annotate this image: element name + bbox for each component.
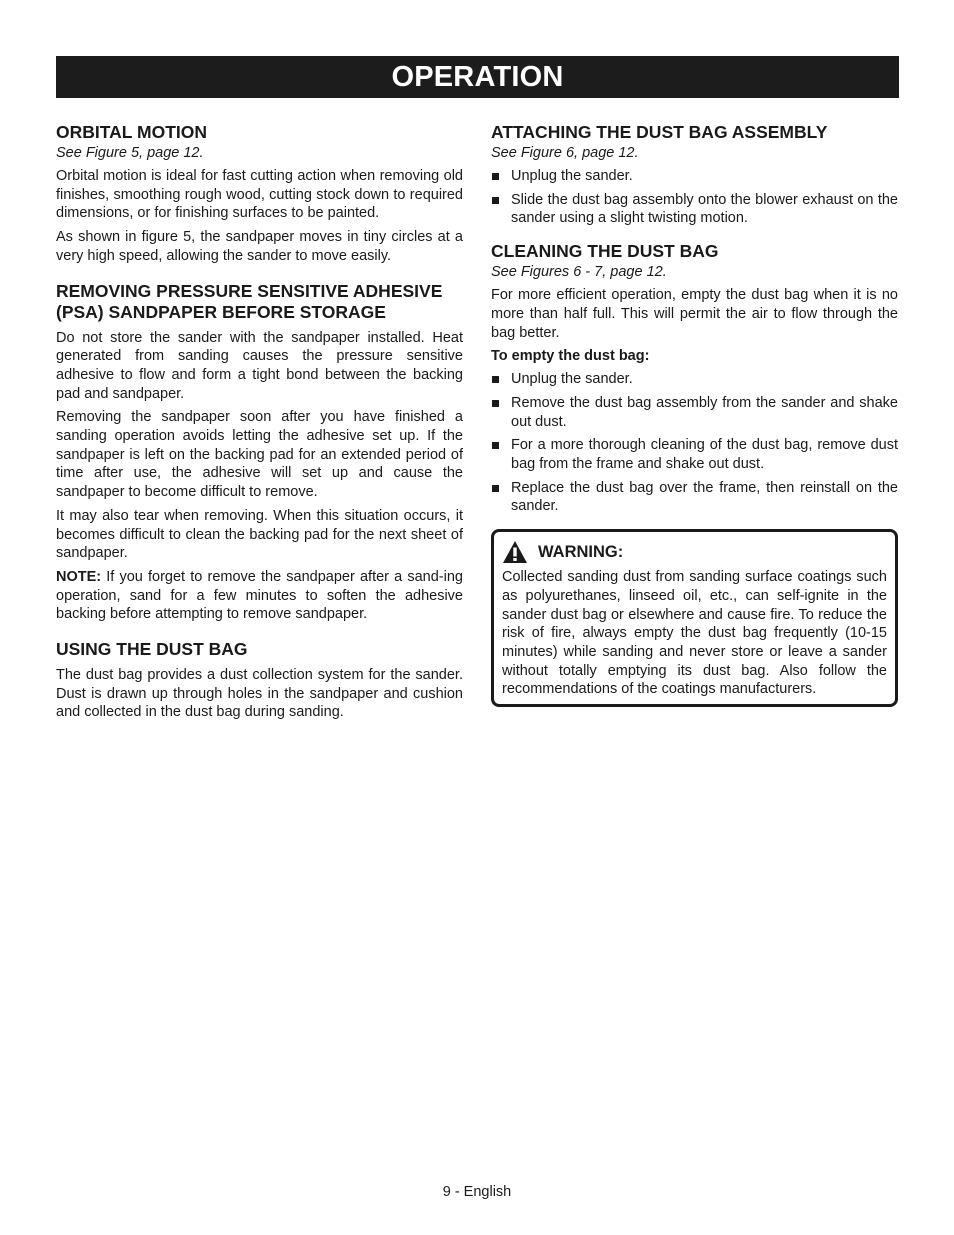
cleaning-figure-ref: See Figures 6 - 7, page 12. [491, 264, 667, 281]
cleaning-subheading: To empty the dust bag: [491, 348, 650, 365]
using-dust-bag-paragraph: The dust bag provides a dust collection system for the sander. Dust is drawn up through holes in the sandpaper and cushion and collected in the dust bag during sanding. [56, 667, 463, 721]
using-dust-bag-section [56, 639, 463, 722]
cleaning-heading: CLEANING THE DUST BAG [491, 241, 719, 262]
square-bullet-icon [492, 376, 499, 383]
warning-title: WARNING: [538, 542, 624, 561]
square-bullet-icon [492, 442, 499, 449]
square-bullet-icon [492, 485, 499, 492]
psa-heading: REMOVING PRESSURE SENSITIVE ADHESIVE (PSA) SANDPAPER BEFORE STORAGE [56, 280, 443, 322]
list-item: Replace the dust bag over the frame, then reinstall on the sander. [491, 479, 898, 516]
square-bullet-icon [492, 197, 499, 204]
left-column [56, 122, 463, 737]
attaching-heading: ATTACHING THE DUST BAG ASSEMBLY [491, 122, 828, 142]
using-dust-bag-heading: USING THE DUST BAG [56, 639, 248, 660]
page-title: OPERATION [391, 61, 564, 93]
attaching-section [491, 122, 898, 228]
psa-paragraph-3: It may also tear when removing. When this situation occurs, it becomes difficult to clean the backing pad for the next sheet of sandpaper. [56, 507, 463, 562]
orbital-motion-heading: ORBITAL MOTION [56, 122, 208, 142]
list-item: For a more thorough cleaning of the dust bag, remove dust bag from the frame and shake out dust. [491, 436, 898, 473]
square-bullet-icon [492, 400, 499, 407]
list-item: Slide the dust bag assembly onto the blower exhaust on the sander using a slight twisting motion. [491, 191, 898, 228]
orbital-motion-paragraph-1: Orbital motion is ideal for fast cutting action when removing old finishes, smoothing rough wood, cutting stock down to required dimensions, or for finishing surfaces to be painted. [56, 168, 463, 222]
warning-box [491, 529, 898, 707]
note-label: NOTE: [56, 568, 102, 585]
note-text: If you forget to remove the sandpaper after a sand-ing operation, sand for a few minutes to soften the adhesive backing before attempting to remove sandpaper. [56, 568, 463, 623]
list-item: Unplug the sander. [491, 370, 898, 389]
psa-section [56, 281, 463, 625]
page-title-banner [56, 56, 899, 98]
cleaning-section [491, 241, 898, 516]
right-column [491, 122, 898, 707]
list-item: Unplug the sander. [491, 167, 898, 186]
square-bullet-icon [492, 173, 499, 180]
psa-paragraph-2: Removing the sandpaper soon after you have finished a sanding operation avoids letting the adhesive set up. If the sandpaper is left on the backing pad for an extended period of time after use, the adhesive will set up and cause the sandpaper to become difficult to remove. [56, 409, 463, 501]
list-item: Remove the dust bag assembly from the sander and shake out dust. [491, 394, 898, 431]
orbital-motion-section [56, 122, 463, 266]
attaching-figure-ref: See Figure 6, page 12. [491, 145, 639, 161]
warning-triangle-icon [502, 540, 528, 564]
warning-header [502, 540, 887, 564]
cleaning-paragraph: For more efficient operation, empty the dust bag when it is no more than half full. This will permit the air to flow through the bag better. [491, 287, 898, 341]
page-number: 9 - English [442, 1184, 512, 1200]
orbital-motion-paragraph-2: As shown in figure 5, the sandpaper moves in tiny circles at a very high speed, allowing the sander to move easily. [56, 229, 463, 264]
psa-paragraph-1: Do not store the sander with the sandpaper installed. Heat generated from sanding causes the pressure sensitive adhesive to flow and form a tight bond between the backing pad and sandpaper. [56, 329, 463, 402]
psa-note [56, 568, 463, 624]
cleaning-steps [491, 370, 898, 516]
orbital-motion-figure-ref: See Figure 5, page 12. [56, 145, 204, 161]
warning-text: Collected sanding dust from sanding surface coatings such as polyurethanes, linseed oil, etc., can self-ignite in the sander dust bag or elsewhere and cause fire. To reduce the risk of fire, always empty the dust bag frequently (10-15 minutes) while sanding and never store or leave a sander without totally emptying its dust bag. Also follow the recommendations of the coatings manufacturers. [502, 569, 887, 698]
attaching-steps [491, 167, 898, 228]
